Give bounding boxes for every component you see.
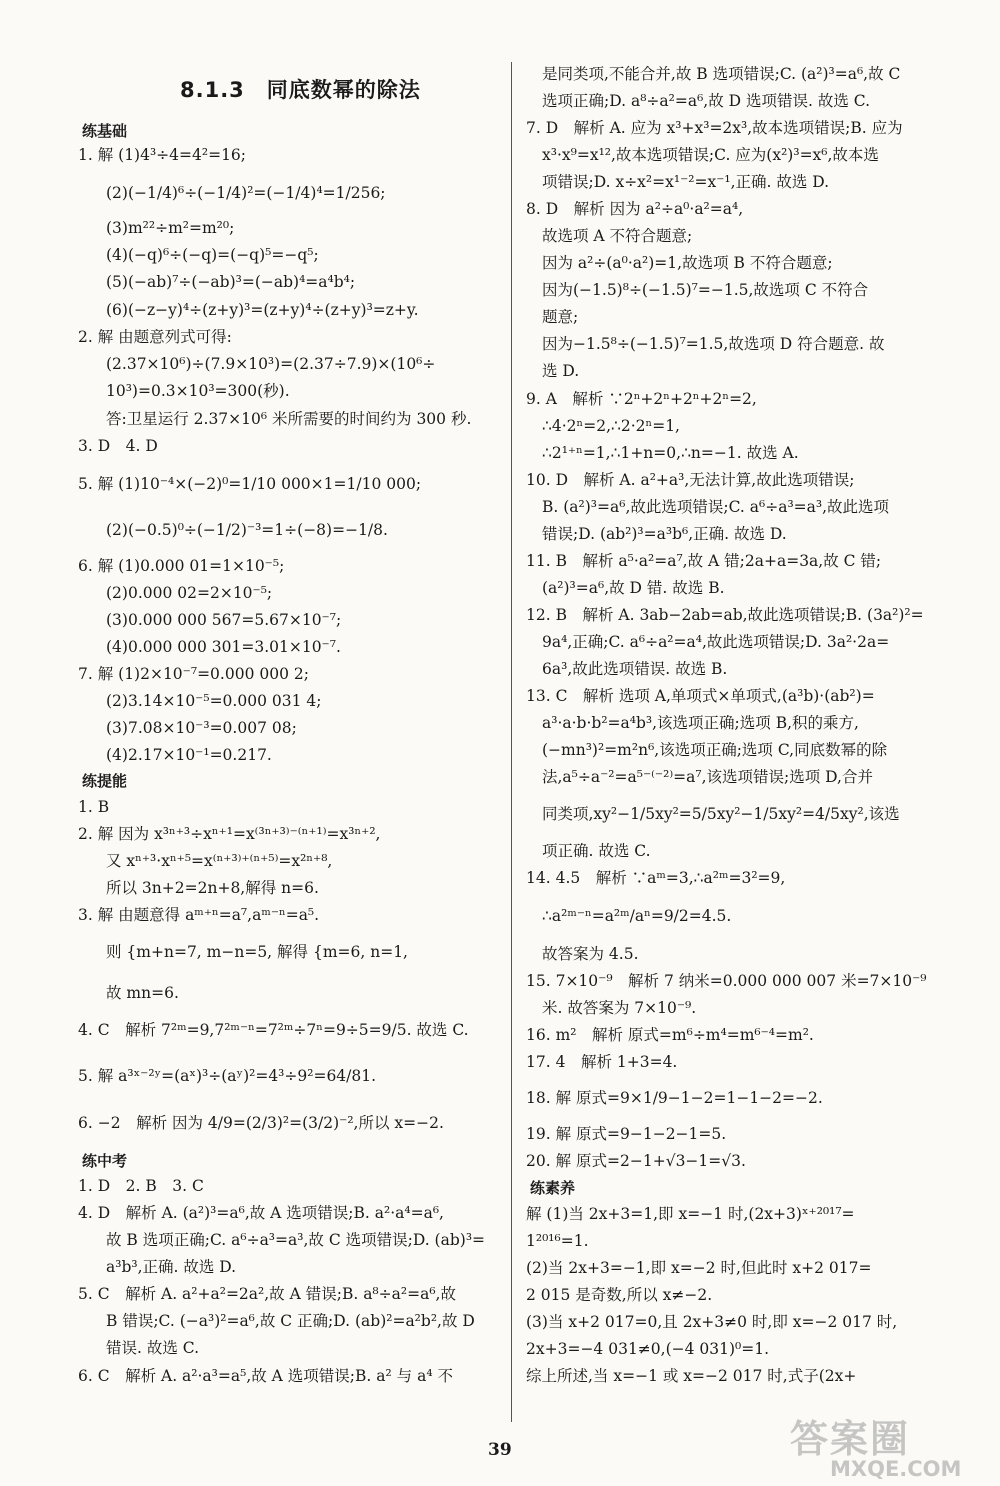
answer-line: (2)0.000 02=2×10⁻⁵; [106, 584, 273, 602]
answer-line: a³·a·b·b²=a⁴b³,该选项正确;选项 B,积的乘方, [542, 714, 859, 732]
section-heading: 练中考 [82, 1152, 128, 1170]
answer-line: 法,a⁵÷a⁻²=a⁵⁻⁽⁻²⁾=a⁷,该选项错误;选项 D,合并 [542, 768, 873, 786]
watermark-logo [790, 1408, 961, 1481]
answer-line: 10. D 解析 A. a²+a³,无法计算,故此选项错误; [526, 471, 855, 489]
answer-line: 因为 a²÷(a⁰·a²)=1,故选项 B 不符合题意; [542, 254, 833, 272]
answer-line: 6. 解 (1)0.000 01=1×10⁻⁵; [78, 557, 285, 575]
answer-line: 17. 4 解析 1+3=4. [526, 1053, 678, 1071]
answer-line: (2.37×10⁶)÷(7.9×10³)=(2.37÷7.9)×(10⁶÷ [106, 355, 436, 373]
answer-line: 6a³,故此选项错误. 故选 B. [542, 660, 728, 678]
answer-line: 故答案为 4.5. [542, 945, 639, 963]
answer-line: 4. C 解析 7²ᵐ=9,7²ᵐ⁻ⁿ=7²ᵐ÷7ⁿ=9÷5=9/5. 故选 C. [78, 1021, 469, 1039]
answer-line: (3)7.08×10⁻³=0.007 08; [106, 719, 297, 737]
answer-line: 5. C 解析 A. a²+a²=2a²,故 A 错误;B. a⁸÷a²=a⁶,故 [78, 1285, 456, 1303]
answer-line: (−mn³)²=m²n⁶,该选项正确;选项 C,同底数幂的除 [542, 741, 888, 759]
answer-line: 14. 4.5 解析 ∵aᵐ=3,∴a²ᵐ=3²=9, [526, 869, 786, 887]
section-heading: 练基础 [82, 122, 128, 140]
answer-line: 故选项 A 不符合题意; [542, 227, 693, 245]
answer-line: 同类项,xy²−1/5xy²=5/5xy²−1/5xy²=4/5xy²,该选 [542, 805, 900, 823]
answer-line: 7. D 解析 A. 应为 x³+x³=2x³,故本选项错误;B. 应为 [526, 119, 903, 137]
answer-line: 3. D 4. D [78, 437, 158, 455]
answer-line: 综上所述,当 x=−1 或 x=−2 017 时,式子(2x+ [526, 1367, 857, 1385]
answer-line: (6)(−z−y)⁴÷(z+y)³=(z+y)⁴÷(z+y)³=z+y. [106, 301, 419, 319]
answer-line: B 错误;C. (−a³)²=a⁶,故 C 正确;D. (ab)²=a²b²,故 D [106, 1312, 475, 1330]
answer-line: ∴4·2ⁿ=2,∴2·2ⁿ=1, [542, 417, 680, 435]
answer-line: 又 xⁿ⁺³·xⁿ⁺⁵=x⁽ⁿ⁺³⁾⁺⁽ⁿ⁺⁵⁾=x²ⁿ⁺⁸, [106, 852, 333, 870]
section-heading: 练素养 [530, 1179, 576, 1197]
answer-line: (2)(−1/4)⁶÷(−1/4)²=(−1/4)⁴=1/256; [106, 184, 386, 202]
answer-line: 错误. 故选 C. [106, 1339, 200, 1357]
answer-line: 项错误;D. x÷x²=x¹⁻²=x⁻¹,正确. 故选 D. [542, 173, 830, 191]
column-divider [511, 62, 512, 1422]
answer-line: ∴2¹⁺ⁿ=1,∴1+n=0,∴n=−1. 故选 A. [542, 444, 799, 462]
answer-line: 3. 解 由题意得 aᵐ⁺ⁿ=a⁷,aᵐ⁻ⁿ=a⁵. [78, 906, 320, 924]
answer-line: 错误;D. (ab²)³=a³b⁶,正确. 故选 D. [542, 525, 787, 543]
answer-line: (4)(−q)⁶÷(−q)=(−q)⁵=−q⁵; [106, 246, 319, 264]
answer-line: 题意; [542, 308, 579, 326]
answer-line: 5. 解 a³ˣ⁻²ʸ=(aˣ)³÷(aʸ)²=4³÷9²=64/81. [78, 1067, 377, 1085]
answer-line: 12. B 解析 A. 3ab−2ab=ab,故此选项错误;B. (3a²)²= [526, 606, 924, 624]
answer-line: 1. B [78, 798, 110, 816]
answer-line: 项正确. 故选 C. [542, 842, 651, 860]
section-heading: 练提能 [82, 772, 128, 790]
answer-line: 2 015 是奇数,所以 x≠−2. [526, 1286, 713, 1304]
answer-line: 则 {m+n=7, m−n=5, 解得 {m=6, n=1, [106, 943, 408, 961]
answer-line: 7. 解 (1)2×10⁻⁷=0.000 000 2; [78, 665, 309, 683]
answer-line: 15. 7×10⁻⁹ 解析 7 纳米=0.000 000 007 米=7×10⁻⁹ [526, 972, 927, 990]
answer-line: 5. 解 (1)10⁻⁴×(−2)⁰=1/10 000×1=1/10 000; [78, 475, 422, 493]
answer-line: 故 B 选项正确;C. a⁶÷a³=a³,故 C 选项错误;D. (ab)³= [106, 1231, 486, 1249]
answer-line: 2. 解 因为 x³ⁿ⁺³÷xⁿ⁺¹=x⁽³ⁿ⁺³⁾⁻⁽ⁿ⁺¹⁾=x³ⁿ⁺², [78, 825, 381, 843]
answer-line: 9. A 解析 ∵2ⁿ+2ⁿ+2ⁿ+2ⁿ=2, [526, 390, 757, 408]
answer-line: 8. D 解析 因为 a²÷a⁰·a²=a⁴, [526, 200, 744, 218]
answer-line: (5)(−ab)⁷÷(−ab)³=(−ab)⁴=a⁴b⁴; [106, 273, 356, 291]
section-title: 8.1.3 同底数幂的除法 [180, 78, 421, 102]
answer-line: 11. B 解析 a⁵·a²=a⁷,故 A 错;2a+a=3a,故 C 错; [526, 552, 882, 570]
answer-line: 解 (1)当 2x+3=1,即 x=−1 时,(2x+3)ˣ⁺²⁰¹⁷= [526, 1205, 855, 1223]
answer-line: 13. C 解析 选项 A,单项式×单项式,(a³b)·(ab²)= [526, 687, 875, 705]
answer-line: 19. 解 原式=9−1−2−1=5. [526, 1125, 727, 1143]
answer-line: 1. 解 (1)4³÷4=4²=16; [78, 146, 247, 164]
answer-line: 20. 解 原式=2−1+√3−1=√3. [526, 1152, 746, 1170]
answer-line: 10³)=0.3×10³=300(秒). [106, 382, 290, 400]
answer-line: 4. D 解析 A. (a²)³=a⁶,故 A 选项错误;B. a²·a⁴=a⁶, [78, 1204, 444, 1222]
answer-line: (3)m²²÷m²=m²⁰; [106, 219, 235, 237]
answer-line: 6. C 解析 A. a²·a³=a⁵,故 A 选项错误;B. a² 与 a⁴ 不 [78, 1367, 453, 1385]
answer-line: (a²)³=a⁶,故 D 错. 故选 B. [542, 579, 725, 597]
page-number: 39 [488, 1440, 512, 1460]
answer-line: 是同类项,不能合并,故 B 选项错误;C. (a²)³=a⁶,故 C [542, 65, 901, 83]
answer-line: (4)2.17×10⁻¹=0.217. [106, 746, 272, 764]
answer-line: (4)0.000 000 301=3.01×10⁻⁷. [106, 638, 341, 656]
answer-line: 1. D 2. B 3. C [78, 1177, 204, 1195]
answer-line: 9a⁴,正确;C. a⁶÷a²=a⁴,故此选项错误;D. 3a²·2a= [542, 633, 890, 651]
answer-line: (2)3.14×10⁻⁵=0.000 031 4; [106, 692, 322, 710]
answer-line: (2)(−0.5)⁰÷(−1/2)⁻³=1÷(−8)=−1/8. [106, 521, 388, 539]
answer-line: ∴a²ᵐ⁻ⁿ=a²ᵐ/aⁿ=9/2=4.5. [542, 907, 732, 925]
answer-line: 2x+3=−4 031≠0,(−4 031)⁰=1. [526, 1340, 770, 1358]
answer-line: B. (a²)³=a⁶,故此选项错误;C. a⁶÷a³=a³,故此选项 [542, 498, 890, 516]
answer-line: 2. 解 由题意列式可得: [78, 328, 232, 346]
answer-line: 选 D. [542, 362, 580, 380]
watermark-url: MXQE.COM [830, 1457, 962, 1481]
answer-line: 故 mn=6. [106, 984, 179, 1002]
answer-line: 因为−1.5⁸÷(−1.5)⁷=1.5,故选项 D 符合题意. 故 [542, 335, 885, 353]
answer-line: a³b³,正确. 故选 D. [106, 1258, 237, 1276]
answer-line: 所以 3n+2=2n+8,解得 n=6. [106, 879, 319, 897]
answer-line: 选项正确;D. a⁸÷a²=a⁶,故 D 选项错误. 故选 C. [542, 92, 871, 110]
answer-line: 因为(−1.5)⁸÷(−1.5)⁷=−1.5,故选项 C 不符合 [542, 281, 869, 299]
answer-line: 16. m² 解析 原式=m⁶÷m⁴=m⁶⁻⁴=m². [526, 1026, 814, 1044]
answer-line: (3)当 x+2 017=0,且 2x+3≠0 时,即 x=−2 017 时, [526, 1313, 898, 1331]
answer-line: (3)0.000 000 567=5.67×10⁻⁷; [106, 611, 342, 629]
answer-line: 6. −2 解析 因为 4/9=(2/3)²=(3/2)⁻²,所以 x=−2. [78, 1114, 444, 1132]
answer-line: 米. 故答案为 7×10⁻⁹. [542, 999, 697, 1017]
answer-line: (2)当 2x+3=−1,即 x=−2 时,但此时 x+2 017= [526, 1259, 872, 1277]
answer-line: 18. 解 原式=9×1/9−1−2=1−1−2=−2. [526, 1089, 823, 1107]
answer-line: 1²⁰¹⁶=1. [526, 1232, 589, 1250]
watermark-text: 答案圈 [790, 1417, 911, 1461]
answer-line: 答:卫星运行 2.37×10⁶ 米所需要的时间约为 300 秒. [106, 410, 472, 428]
answer-line: x³·x⁹=x¹²,故本选项错误;C. 应为(x²)³=x⁶,故本选 [542, 146, 879, 164]
